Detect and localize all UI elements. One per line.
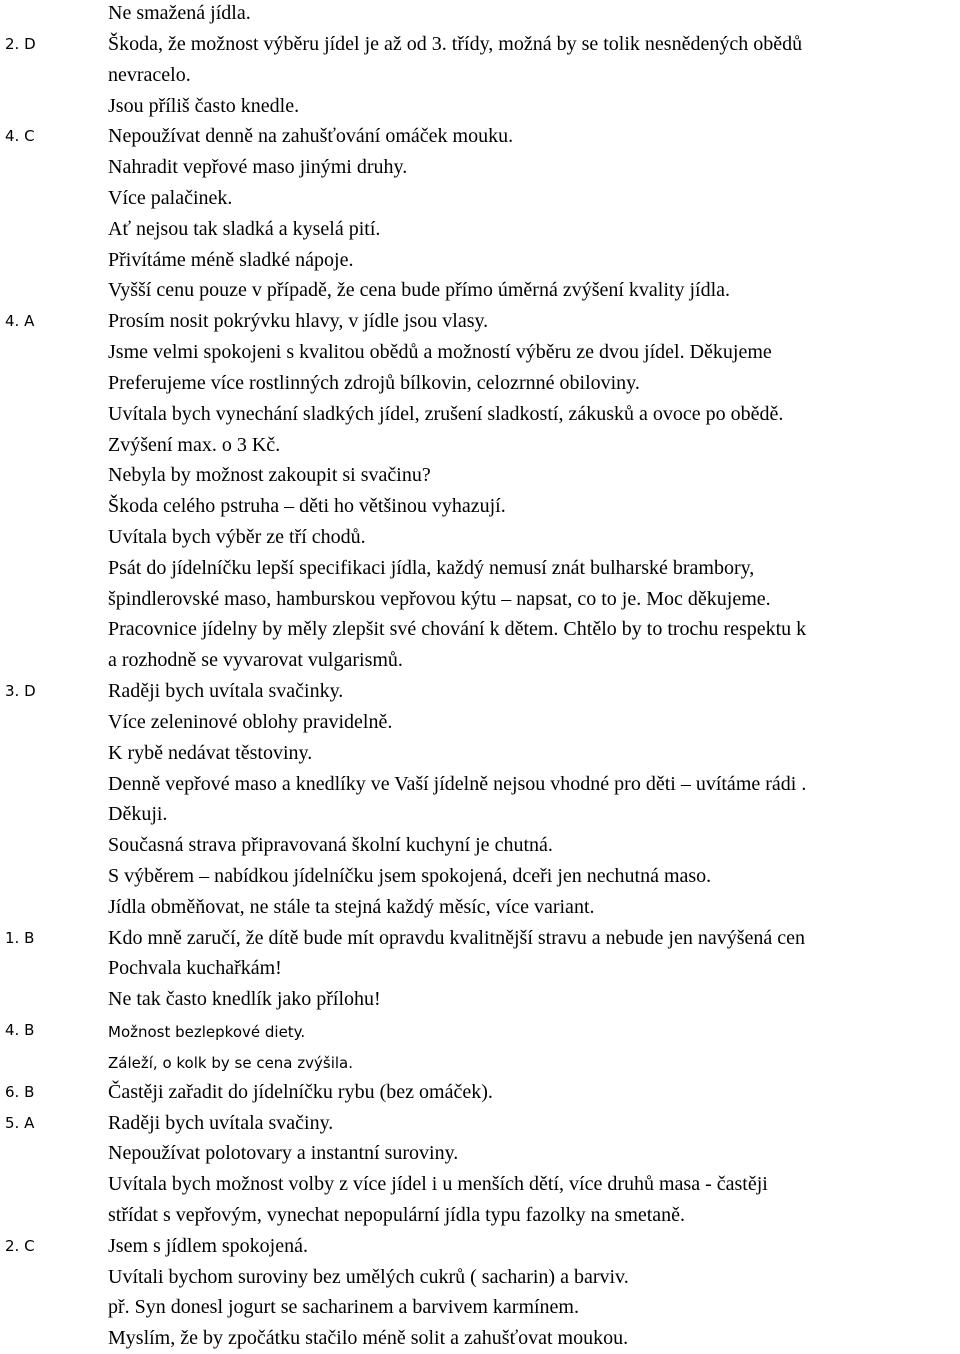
comment-text: K rybě nedávat těstoviny. [108,741,313,764]
comment-line [0,91,960,122]
class-label: 4. A [5,312,35,331]
comment-line [0,830,960,861]
comment-text: Psát do jídelníčku lepší specifikaci jídla, každý nemusí znát bulharské brambory, [108,556,755,579]
comment-line [0,676,960,707]
comment-text: Kdo mně zaručí, že dítě bude mít opravdu kvalitnější stravu a nebude jen navýšená cen [108,926,805,949]
comment-text: a rozhodně se vyvarovat vulgarismů. [108,649,403,672]
comment-text: Jsou příliš často knedle. [108,94,300,117]
class-label: 3. D [5,682,36,700]
comment-text: Myslím, že by zpočátku stačilo méně solit a zahušťovat moukou. [108,1327,629,1350]
comment-line [0,614,960,645]
comment-line [0,1015,960,1046]
comment-text: Preferujeme více rostlinných zdrojů bílkovin, celozrnné obiloviny. [108,371,640,394]
comment-text: Jsme velmi spokojeni s kvalitou obědů a možností výběru ze dvou jídel. Děkujeme [108,341,772,363]
comment-line [0,245,960,276]
comment-line [0,399,960,430]
comment-line [0,121,960,152]
comment-text: Záleží, o kolk by se cena zvýšila. [108,1053,353,1072]
comment-text: Nepoužívat polotovary a instantní suroviny. [108,1142,459,1165]
comment-line [0,183,960,214]
comment-text: Raději bych uvítala svačinky. [108,680,344,702]
comment-line [0,584,960,615]
comment-line [0,337,960,368]
comment-line [0,214,960,245]
comment-line [0,923,960,954]
comment-text: Škoda celého pstruha – děti ho většinou vyhazují. [108,495,506,518]
comment-line [0,60,960,91]
class-label: 2. D [5,34,36,53]
comment-line [0,0,960,29]
comment-text: Nepoužívat denně na zahušťování omáček mouku. [108,125,514,148]
comment-text: Uvítali bychom suroviny bez umělých cukrů ( sacharin) a barviv. [108,1265,629,1288]
comment-line [0,1077,960,1108]
comment-line [0,1108,960,1139]
comment-line [0,306,960,337]
comment-line [0,799,960,830]
comment-text: Jsem s jídlem spokojená. [108,1234,308,1257]
comment-line [0,1169,960,1200]
comment-text: Jídla obměňovat, ne stále ta stejná každý měsíc, více variant. [108,895,595,918]
comment-line [0,984,960,1015]
comment-text: špindlerovské maso, hamburskou vepřovou kýtu – napsat, co to je. Moc děkujeme. [108,587,771,610]
comment-text: Přivítáme méně sladké nápoje. [108,248,354,271]
comment-text: Ne smažená jídla. [108,2,251,24]
comment-line [0,1046,960,1077]
comment-text: Ať nejsou tak sladká a kyselá pití. [108,217,381,240]
class-label: 2. C [5,1236,35,1255]
comment-line [0,769,960,800]
comment-line [0,861,960,892]
comment-text: Raději bych uvítala svačiny. [108,1111,334,1134]
comment-text: Ne tak často knedlík jako přílohu! [108,988,381,1011]
comment-line [0,645,960,676]
comment-line [0,491,960,522]
comment-text: Nebyla by možnost zakoupit si svačinu? [108,464,431,487]
comment-line [0,460,960,491]
comment-line [0,1231,960,1262]
comment-text: S výběrem – nabídkou jídelníčku jsem spokojená, dceři jen nechutná maso. [108,865,712,887]
class-label: 4. B [5,1021,35,1040]
comment-text: Prosím nosit pokrývku hlavy, v jídle jsou vlasy. [108,310,489,333]
comment-line [0,29,960,60]
comment-text: Nahradit vepřové maso jinými druhy. [108,156,408,179]
comment-line [0,275,960,306]
comment-line [0,738,960,769]
comment-line [0,522,960,553]
comment-line [0,152,960,183]
comment-text: př. Syn donesl jogurt se sacharinem a barvivem karmínem. [108,1296,579,1319]
class-label: 1. B [5,928,35,947]
comment-text: Více zeleninové oblohy pravidelně. [108,710,393,733]
comment-line [0,1292,960,1323]
comment-text: Uvítala bych vynechání sladkých jídel, zrušení sladkostí, zákusků a ovoce po obědě. [108,402,784,425]
comment-text: Děkuji. [108,803,168,826]
comment-text: Možnost bezlepkové diety. [108,1023,306,1042]
comment-text: Více palačinek. [108,186,233,209]
comment-text: Vyšší cenu pouze v případě, že cena bude přímo úměrná zvýšení kvality jídla. [108,279,731,302]
class-label: 5. A [5,1113,35,1132]
comment-text: Současná strava připravovaná školní kuchyní je chutná. [108,834,553,857]
class-label: 6. B [5,1082,35,1101]
comment-line [0,430,960,461]
comment-line [0,553,960,584]
class-label: 4. C [5,127,35,146]
comment-text: nevracelo. [108,63,191,86]
comment-line [0,368,960,399]
comment-text: Zvýšení max. o 3 Kč. [108,433,281,456]
comment-line [0,1323,960,1354]
comment-line [0,892,960,923]
comment-text: Denně vepřové maso a knedlíky ve Vaší jídelně nejsou vhodné pro děti – uvítáme rádi . [108,772,807,795]
comment-text: Častěji zařadit do jídelníčku rybu (bez omáček). [108,1080,493,1103]
comment-text: Uvítala bych možnost volby z více jídel i u menších dětí, více druhů masa - častěji [108,1173,768,1196]
comment-line [0,953,960,984]
comment-text: Pracovnice jídelny by měly zlepšit své chování k dětem. Chtělo by to trochu respektu k [108,618,807,641]
comment-line [0,1138,960,1169]
comment-text: Uvítala bych výběr ze tří chodů. [108,525,366,548]
comment-text: Pochvala kuchařkám! [108,957,282,980]
comment-text: Škoda, že možnost výběru jídel je až od 3. třídy, možná by se tolik nesnědených obědů [108,32,803,55]
comment-line [0,1200,960,1231]
comment-line [0,707,960,738]
comment-line [0,1262,960,1293]
comment-text: střídat s vepřovým, vynechat nepopulární jídla typu fazolky na smetaně. [108,1204,686,1226]
